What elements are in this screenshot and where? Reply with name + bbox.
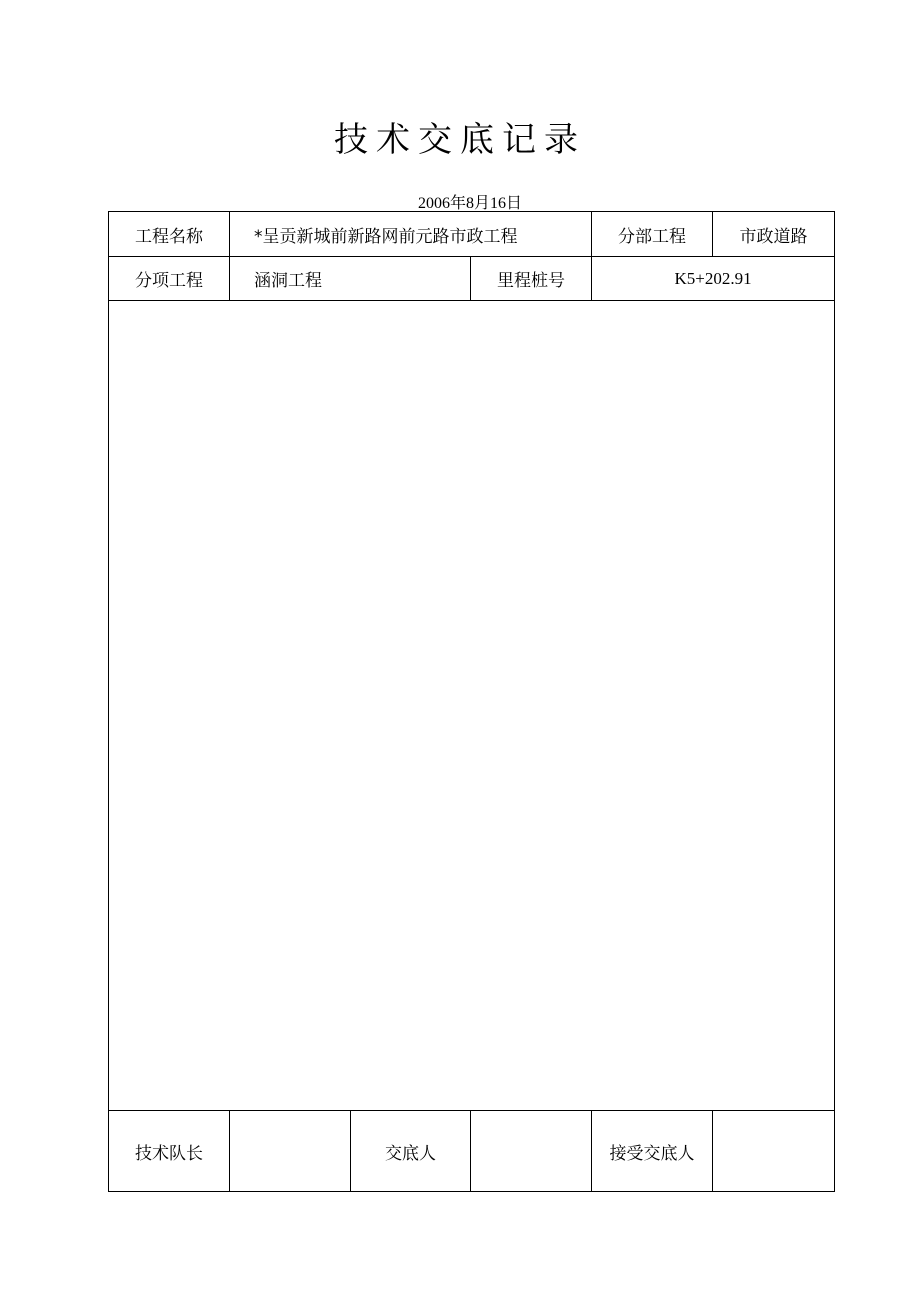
division-label: 分部工程 <box>592 212 713 257</box>
receiver-label: 接受交底人 <box>592 1111 713 1192</box>
team-leader-label: 技术队长 <box>109 1111 230 1192</box>
station-label: 里程桩号 <box>471 257 592 301</box>
project-name-label: 工程名称 <box>109 212 230 257</box>
document-date: 2006年8月16日 <box>417 195 522 212</box>
row-subitem <box>109 257 835 301</box>
project-name-value: *呈贡新城前新路网前元路市政工程 <box>230 212 592 257</box>
receiver-value <box>713 1111 835 1192</box>
row-signatures <box>109 1111 835 1192</box>
content-area <box>109 301 835 1111</box>
division-value: 市政道路 <box>713 212 835 257</box>
presenter-label: 交底人 <box>351 1111 471 1192</box>
presenter-value <box>471 1111 592 1192</box>
document-title: 技术交底记录 <box>334 120 586 160</box>
subitem-label: 分项工程 <box>109 257 230 301</box>
row-project <box>109 212 835 257</box>
row-content <box>109 301 835 1111</box>
subitem-value: 涵洞工程 <box>230 257 471 301</box>
station-value: K5+202.91 <box>592 257 835 301</box>
team-leader-value <box>230 1111 351 1192</box>
record-table <box>108 211 835 1192</box>
